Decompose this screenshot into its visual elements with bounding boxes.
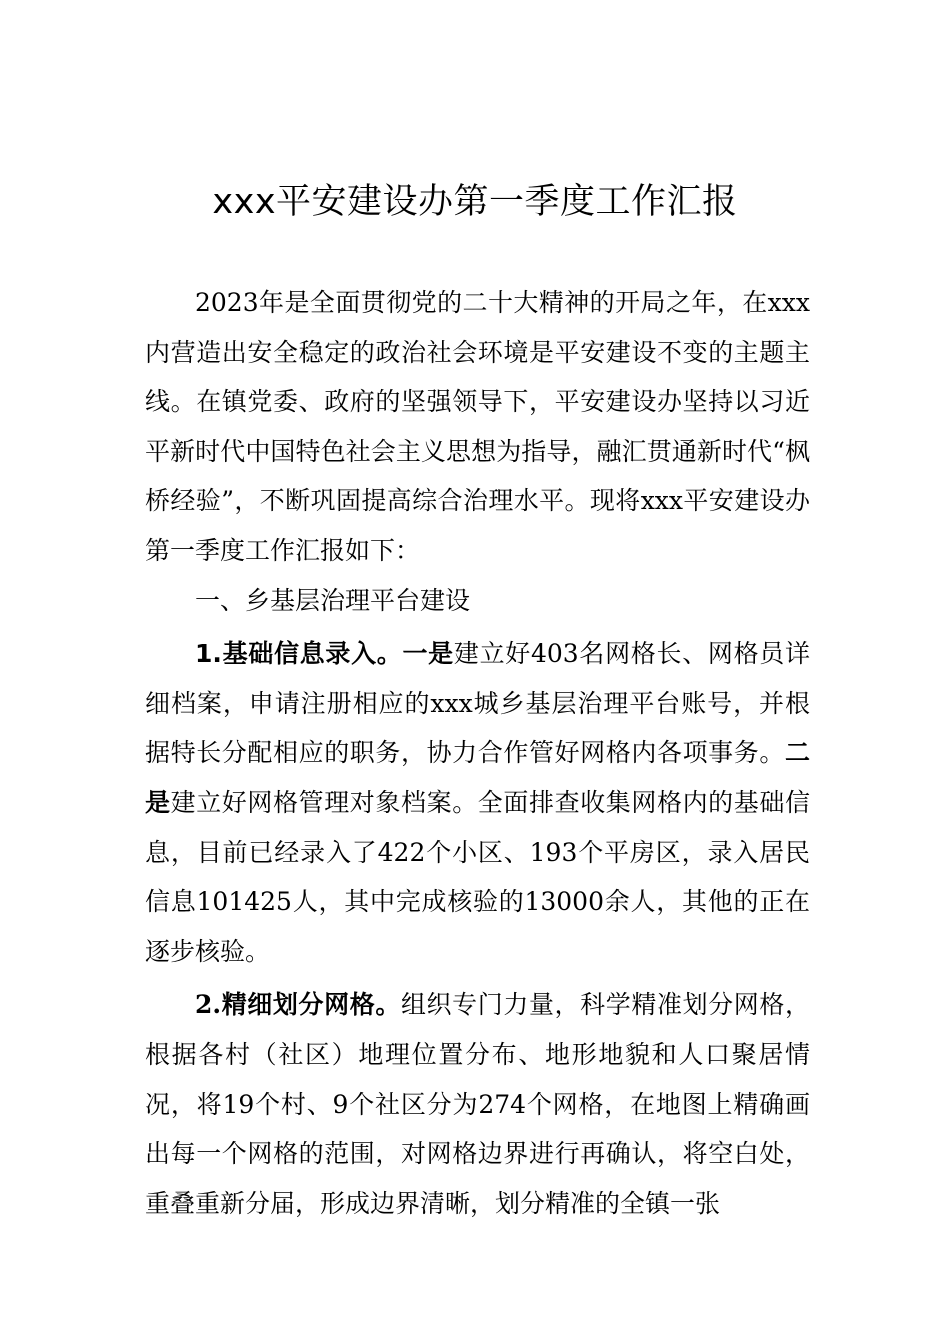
intro-paragraph: 2023年是全面贯彻党的二十大精神的开局之年，在xxx内营造出安全稳定的政治社会环境是平安建设不变的主题主线。在镇党委、政府的坚强领导下，平安建设办坚持以习近平新时代中国特色社会主义思想为指导，融汇贯通新时代“枫桥经验”，不断巩固提高综合治理水平。现将xxx平安建设办第一季度工作汇报如下：: [145, 288, 810, 565]
item-2-label: 2.精细划分网格。: [195, 990, 401, 1020]
item-1-second-text: 建立好网格管理对象档案。全面排查收集网格内的基础信息，目前已经录入了422个小区、193个平房区，录入居民信息101425人，其中完成核验的13000余人，其他的正在逐步核验。: [145, 787, 810, 966]
item-2-text: 组织专门力量，科学精准划分网格，根据各村（社区）地理位置分布、地形地貌和人口聚居情况，将19个村、9个社区分为274个网格，在地图上精确画出每一个网格的范围，对网格边界进行再确认，将空白处，重叠重新分届，形成边界清晰，划分精准的全镇一张: [145, 990, 810, 1218]
item-2-paragraph: [145, 980, 810, 1228]
item-1-first-text: 建立好403名网格长、网格员详细档案，申请注册相应的xxx城乡基层治理平台账号，并根据特长分配相应的职务，协力合作管好网格内各项事务。: [145, 639, 810, 768]
item-1-paragraph: [145, 629, 810, 976]
item-1-second-marker: 二是: [145, 738, 810, 817]
document-title: xxx平安建设办第一季度工作汇报: [212, 182, 738, 222]
item-1-first-marker: 一是: [402, 639, 454, 669]
section-heading-1: 一、乡基层治理平台建设: [195, 585, 471, 615]
item-1-label: 1.基础信息录入。: [195, 639, 403, 669]
document-body: [145, 278, 810, 1228]
